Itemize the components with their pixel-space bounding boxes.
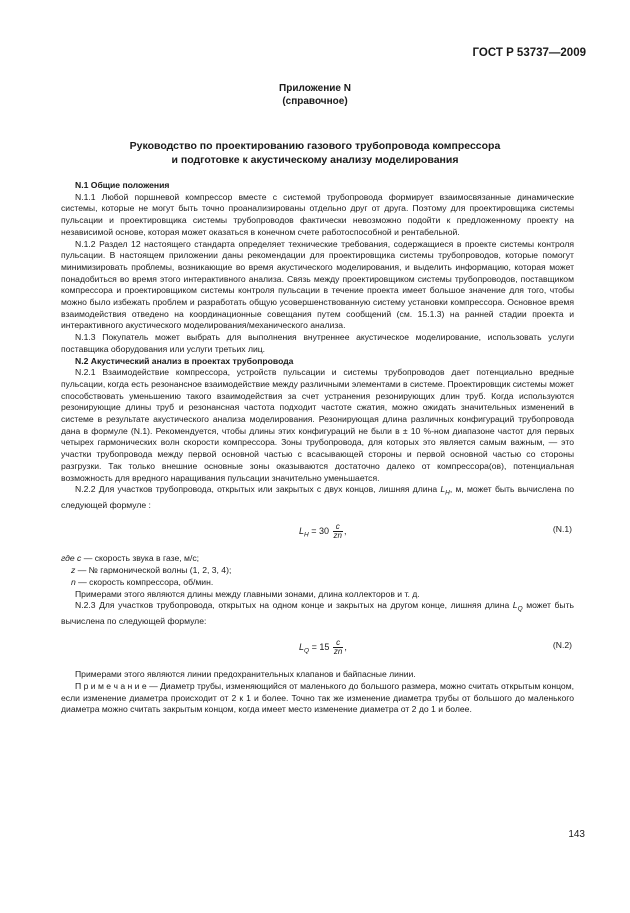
legend-item [61,577,574,589]
numerator: c [333,523,343,532]
legend-text: — № гармонической волны (1, 2, 3, 4); [77,565,232,576]
document-body [61,180,574,716]
section-heading: N.1 Общие положения [75,180,170,190]
standard-number: ГОСТ Р 53737—2009 [472,47,586,59]
appendix-title: Приложение N [279,83,351,94]
formula-expression [299,639,347,657]
text: , м, может быть вычислена по следующей формуле : [61,484,574,510]
text: N.2.2 Для участков трубопровода, открытых или закрытых с двух концов, лишняя длина [75,484,438,495]
legend-symbol: z [71,565,76,576]
note-text: — Диаметр трубы, изменяющийся от маленького до большого размера, можно считать открытым концом, если изменение диаметра происходит от 2 к 1 и более. Точно так же изменение диаметра трубы от большого до маленького диаметра можно считать закрытым концом, когда имеет место изменение диаметра от 2 до 1 и более. [61,681,574,715]
note-label: П р и м е ч а н и е [75,681,147,692]
variable: $L_Q$ [512,600,523,613]
title-line-1: Руководство по проектированию газового трубопровода компрессора [129,140,501,152]
page-number: 143 [568,829,585,840]
subscript: Q [517,605,523,613]
variable: $L_H$ [440,484,450,497]
formula-n2 [61,635,574,659]
document-title [0,140,630,167]
formula-lhs: L [299,642,305,653]
formula-comma: , [343,526,347,537]
legend-item [61,565,574,577]
subscript: H [445,490,450,497]
legend-text: — скорость звука в газе, м/с; [83,553,200,564]
formula-coefficient: = 30 [311,526,330,537]
paragraph [61,484,574,511]
formula-coefficient: = 15 [311,642,330,653]
legend-symbol: n [71,576,76,587]
formula-lhs: L [299,526,305,537]
legend-symbol: где c [61,553,82,564]
formula-fraction [333,523,343,540]
formula-n1 [61,519,574,543]
formula-subscript: H [304,532,309,540]
formula-fraction [333,639,343,656]
formula-expression [299,523,347,541]
paragraph [61,600,574,627]
denominator: zn [333,531,342,541]
paragraph: N.1.2 Раздел 12 настоящего стандарта определяет технические требования, содержащиеся в проекте системы контроля пульсации. В настоящем приложении даны рекомендации для проектировщика системы трубопроводов, которые помогут минимизировать проблемы, возникающие во время акустического моделирования, и выделить информацию, которая может понадобиться во время этого интерактивного анализа. Связь между проектировщиком системы трубопроводов, поставщиком компрессора и проектировщиком системы контроля пульсации в течение проекта имеет большое значение для того, чтобы можно было избежать проблем и разработать общую усовершенствованную систему установки компрессора. Основное время взаимодействия отведено на координационные совещания путем сообщений (см. 15.1.3) на ранней стадии проекта и интерактивного акустического моделирования/механического анализа. [61,238,574,331]
section-heading: N.2 Акустический анализ в проектах трубопровода [75,355,294,366]
paragraph: Примерами этого являются линии предохранительных клапанов и байпасные линии. [75,669,416,680]
note [61,681,574,716]
formula-number: (N.1) [552,524,572,535]
formula-subscript: Q [304,648,310,656]
formula-comma: , [344,642,347,653]
numerator: c [333,639,343,648]
paragraph: Примерами этого являются длины между главными зонами, длина коллекторов и т. д. [75,588,420,599]
paragraph: N.2.1 Взаимодействие компрессора, устройств пульсации и системы трубопроводов дает потенциально вредные пульсации, когда есть резонансное взаимодействие между различными элементами в системе. Проектировщик системы может способствовать уменьшению такого взаимодействия за счет устранения резонирующих длин труб. Когда используются резонирующие длины труб и резонансная частота подходит частоте сжатия, можно ожидать значительных изменений в системе в результате акустического анализа моделирования. Резонирующая длина различных конфигураций трубопровода дана в формуле (N.1). Рекомендуется, чтобы длины этих конфигураций не были в ± 10 %-ном диапазоне частот для первых четырех гармонических волн скорости компрессора. Зоны трубопровода, для которых это является самым важным, — это участки трубопровода между первой основной частью с всасывающей стороны и первой основной частью со стороны разгрузки. Так только внешние основные зоны оказываются достаточно далеко от компрессора(ов), потенциальная возможность для вредного наращивания пульсации значительно уменьшается. [61,367,574,483]
text: может быть вычислена по следующей формуле: [61,600,575,626]
appendix-heading [0,83,630,108]
legend-item [61,553,574,565]
text: N.2.3 Для участков трубопровода, открытых на одном конце и закрытых на другом конце, лишняя длина [75,600,510,611]
title-line-2: и подготовке к акустическому анализу моделирования [171,153,459,166]
formula-number: (N.2) [552,640,572,651]
appendix-note: (справочное) [282,95,348,107]
paragraph: N.1.1 Любой поршневой компрессор вместе с системой трубопровода формирует взаимосвязанные динамические системы, которые не могут быть точно проанализированы отдельно друг от друга. Поэтому для проектировщика системы пульсации и проектировщика системы трубопроводов фактически невозможно подойти к предложенному проекту на независимой основе, которая может оказаться в конечном счете работоспособной и рентабельной. [61,191,574,237]
paragraph: N.1.3 Покупатель может выбрать для выполнения внутреннее акустическое моделирование, использовать услуги поставщика оборудования или услуги третьих лиц. [61,332,574,354]
legend-text: — скорость компрессора, об/мин. [78,576,214,587]
denominator: zn [333,647,343,657]
